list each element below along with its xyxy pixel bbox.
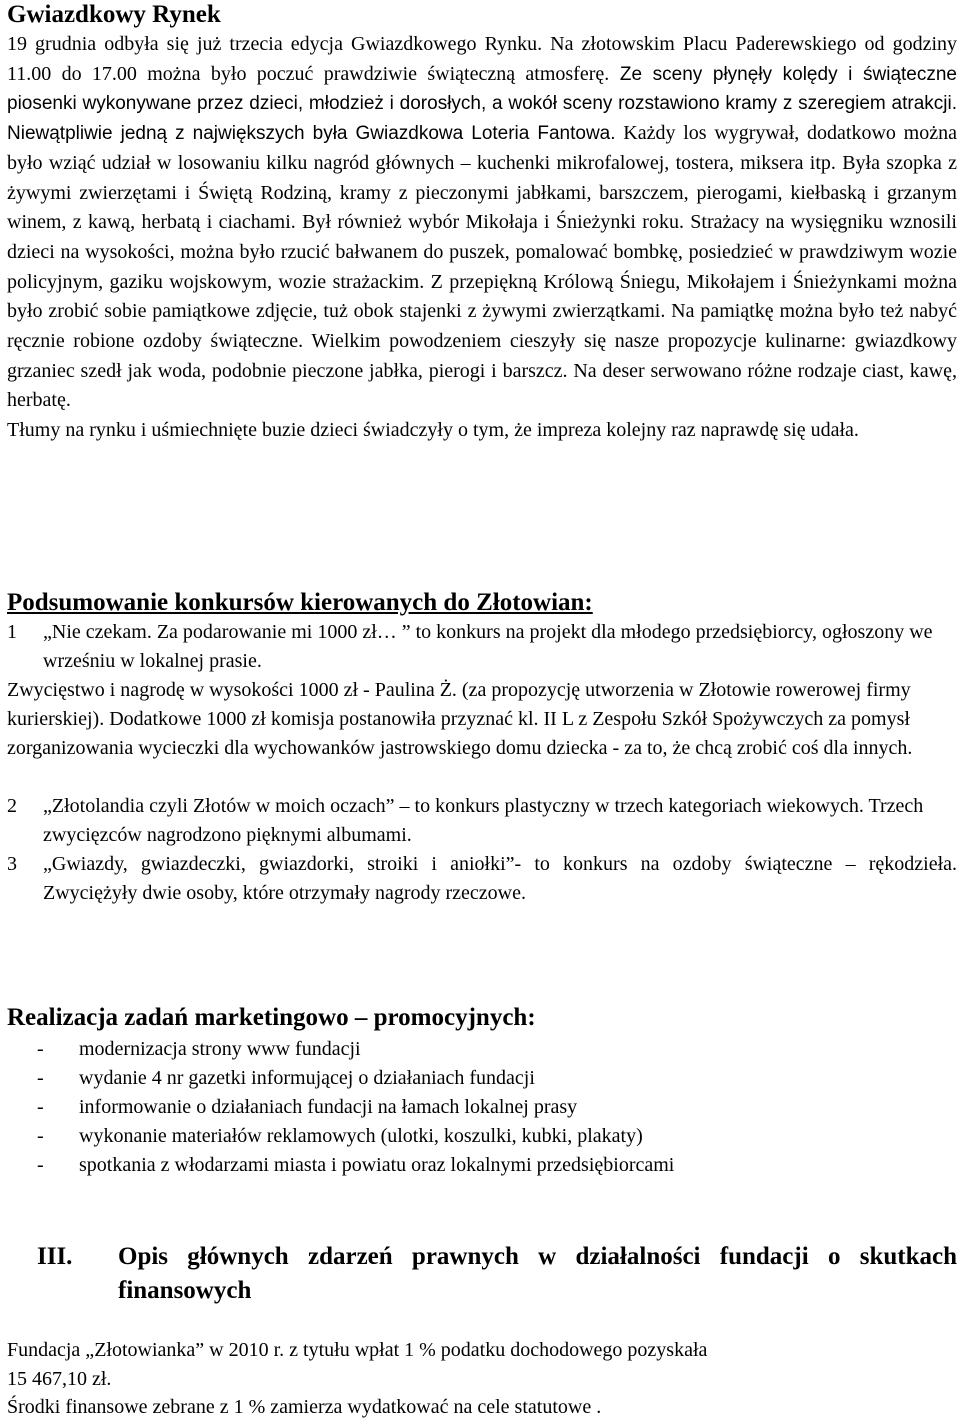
paragraph-closing: Tłumy na rynku i uśmiechnięte buzie dzieci świadczyły o tym, że impreza kolejny raz naprawdę się udała. <box>7 419 859 442</box>
contest-number: 2 <box>7 795 17 817</box>
list-item <box>7 1064 957 1093</box>
finance-paragraph <box>7 1336 957 1422</box>
list-item <box>7 1122 957 1151</box>
section-heading-text: Opis głównych zdarzeń prawnych w działalności fundacji o skutkach finansowych <box>118 1243 957 1304</box>
section-roman-numeral: III. <box>37 1243 73 1270</box>
dash-bullet: - <box>37 1154 44 1176</box>
list-item <box>7 1035 957 1064</box>
list-item-text: wydanie 4 nr gazetki informującej o działaniach fundacji <box>79 1067 535 1089</box>
contest-winner-paragraph: Zwycięstwo i nagrodę w wysokości 1000 zł - Paulina Ż. (za propozycję utworzenia w Złotowie rowerowej firmy kurierskiej). Dodatkowe 1000 zł komisja postanowiła przyznać kl. II L z Zespołu Szkół Spożywczych za pomysł zorganizowania wycieczki dla wychowanków jastrowskiego domu dziecka - za to, że chcą zrobić coś dla innych. <box>7 679 913 759</box>
paragraph-part-2: Ze sceny płynęły kolędy i świąteczne piosenki wykonywane przez dzieci, młodzież i dorosłych, a wokół sceny rozstawiono kramy z szeregiem atrakcji. Niewątpliwie jedną z największych była Gwiazdkowa Loteria Fantowa. <box>7 63 957 145</box>
contest-number: 1 <box>7 621 17 643</box>
paragraph-part-1: 19 grudnia odbyła się już trzecia edycja Gwiazdkowego Rynku. Na złotowskim Placu Paderewskiego od godziny 11.00 do 17.00 można było poczuć prawdziwie świąteczną atmosferę. <box>7 33 957 85</box>
contest-number: 3 <box>7 853 17 875</box>
marketing-list <box>7 1035 957 1180</box>
contest-item-1 <box>7 618 957 676</box>
section-title-iii <box>7 1240 957 1308</box>
paragraph-gwiazdkowy-rynek <box>7 30 957 446</box>
list-item-text: modernizacja strony www fundacji <box>79 1038 361 1060</box>
section-title-marketing: Realizacja zadań marketingowo – promocyjnych: <box>7 1004 536 1031</box>
contest-item-3 <box>7 850 957 908</box>
list-item-text: informowanie o działaniach fundacji na łamach lokalnej prasy <box>79 1096 578 1118</box>
contest-text: „Gwiazdy, gwiazdeczki, gwiazdorki, stroiki i aniołki”- to konkurs na ozdoby świąteczne – rękodzieła. Zwyciężyły dwie osoby, które otrzymały nagrody rzeczowe. <box>43 853 957 904</box>
finance-amount: 15 467,10 zł. <box>7 1367 112 1390</box>
paragraph-part-3: Każdy los wygrywał, dodatkowo można było wziąć udział w losowaniu kilku nagród głównych – kuchenki mikrofalowej, tostera, miksera itp. Była szopka z żywymi zwierzętami i Świętą Rodziną, kramy z pieczonymi jabłkami, barszczem, pierogami, kiełbaską i grzanym winem, z kawą, herbatą i ciachami. Był również wybór Mikołaja i Śnieżynki roku. Strażacy na wysięgniku wznosili dzieci na wysokości, można było rzucić bałwanem do puszek, pomalować bombkę, posiedzieć w prawdziwym wozie policyjnym, gaziku wojskowym, wozie strażackim. Z przepiękną Królową Śniegu, Mikołajem i Śnieżynkami można było zrobić sobie pamiątkowe zdjęcie, tuż obok stajenki z żywymi zwierzątkami. Na pamiątkę można było też nabyć ręcznie robione ozdoby świąteczne. Wielkim powodzeniem cieszyły się nasze propozycje kulinarne: gwiazdkowy grzaniec szedł jak woda, podobnie pieczone jabłka, pierogi i barszcz. Na deser serwowano różne rodzaje ciast, kawę, herbatę. <box>7 122 957 412</box>
contest-text: „Nie czekam. Za podarowanie mi 1000 zł… ” to konkurs na projekt dla młodego przedsiębiorcy, ogłoszony we wrześniu w lokalnej prasie. <box>43 621 933 672</box>
list-item-text: spotkania z włodarzami miasta i powiatu oraz lokalnymi przedsiębiorcami <box>79 1154 675 1176</box>
list-item <box>7 1093 957 1122</box>
contest-item-2 <box>7 792 957 850</box>
finance-line-3: Środki finansowe zebrane z 1 % zamierza wydatkować na cele statutowe . <box>7 1396 602 1418</box>
contest-text: „Złotolandia czyli Złotów w moich oczach” – to konkurs plastyczny w trzech kategoriach wiekowych. Trzech zwycięzców nagrodzono pięknymi albumami. <box>43 795 924 846</box>
finance-line-1: Fundacja „Złotowianka” w 2010 r. z tytułu wpłat 1 % podatku dochodowego pozyskała <box>7 1339 708 1361</box>
list-item-text: wykonanie materiałów reklamowych (ulotki, koszulki, kubki, plakaty) <box>79 1125 643 1147</box>
section-title-gwiazdkowy-rynek: Gwiazdkowy Rynek <box>7 1 221 28</box>
dash-bullet: - <box>37 1096 44 1118</box>
dash-bullet: - <box>37 1038 44 1060</box>
list-item <box>7 1151 957 1180</box>
section-title-konkursy: Podsumowanie konkursów kierowanych do Złotowian: <box>7 589 593 616</box>
dash-bullet: - <box>37 1125 44 1147</box>
dash-bullet: - <box>37 1067 44 1089</box>
